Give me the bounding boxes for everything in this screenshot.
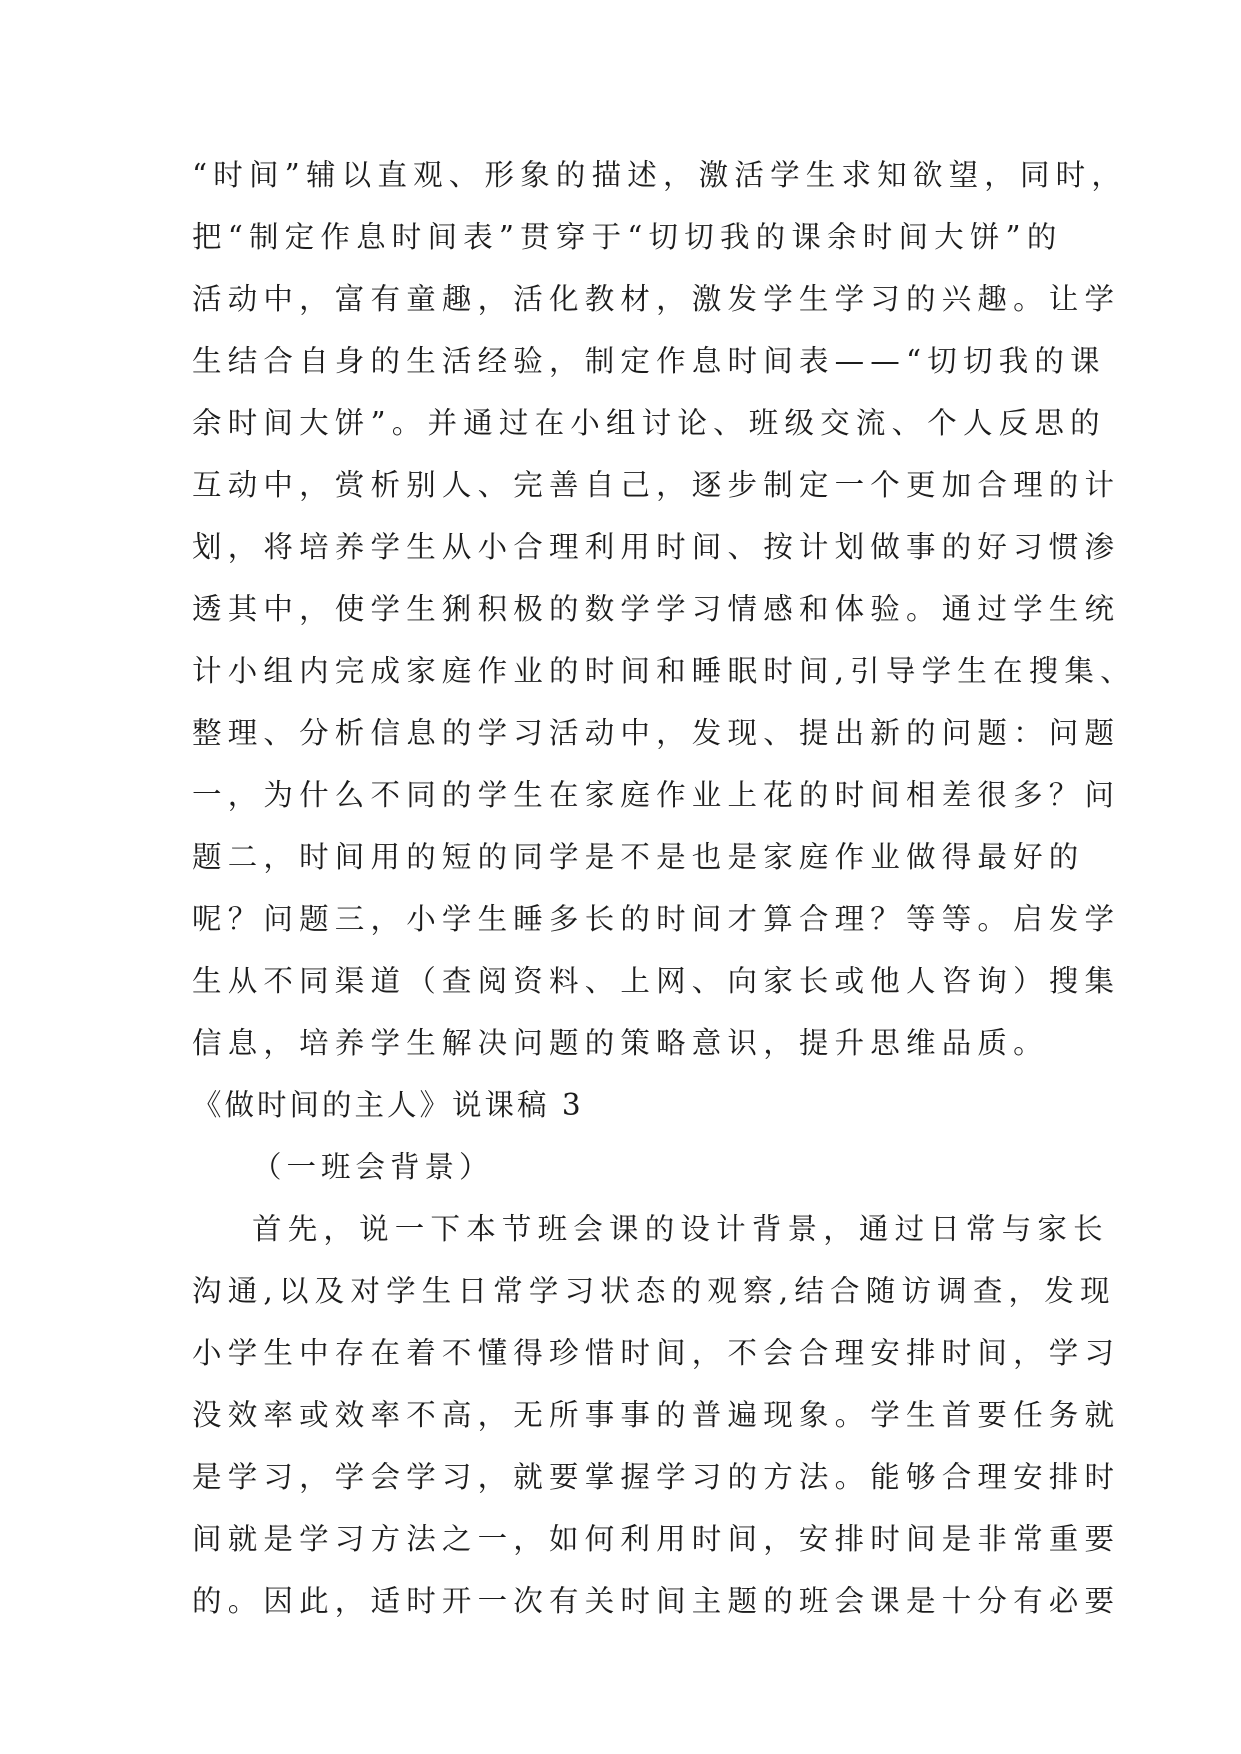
paragraph-line-2: 把“制定作息时间表”贯穿于“切切我的课余时间大饼”的 [192,220,1063,254]
paragraph-line-8: 透其中，使学生猁积极的数学学习情感和体验。通过学生统 [192,592,1121,626]
paragraph-line-5: 余时间大饼”。并通过在小组讨论、班级交流、个人反思的 [192,406,1106,440]
section-heading: 《做时间的主人》说课稿 3 [192,1088,584,1122]
paragraph-line-3: 活动中，富有童趣，活化教材，激发学生学习的兴趣。让学 [192,282,1121,316]
paragraph-line-7: 划，将培养学生从小合理利用时间、按计划做事的好习惯渗 [192,530,1121,564]
paragraph-line-22: 的。因此，适时开一次有关时间主题的班会课是十分有必要 [192,1584,1121,1618]
paragraph-line-17: 沟通,以及对学生日常学习状态的观察,结合随访调查，发现 [192,1274,1116,1308]
paragraph-line-18: 小学生中存在着不懂得珍惜时间，不会合理安排时间，学习 [192,1336,1121,1370]
paragraph-line-1: “时间”辅以直观、形象的描述，激活学生求知欲望，同时， [192,158,1128,192]
paragraph-line-6: 互动中，赏析别人、完善自己，逐步制定一个更加合理的计 [192,468,1121,502]
paragraph-line-10: 整理、分析信息的学习活动中，发现、提出新的问题：问题 [192,716,1121,750]
paragraph-line-9: 计小组内完成家庭作业的时间和睡眠时间,引导学生在搜集、 [192,654,1136,688]
paragraph-line-14: 生从不同渠道（查阅资料、上网、向家长或他人咨询）搜集 [192,964,1121,998]
paragraph-line-20: 是学习，学会学习，就要掌握学习的方法。能够合理安排时 [192,1460,1121,1494]
paragraph-line-13: 呢？问题三，小学生睡多长的时间才算合理？等等。启发学 [192,902,1121,936]
paragraph-line-11: 一，为什么不同的学生在家庭作业上花的时间相差很多？问 [192,778,1121,812]
paragraph-line-12: 题二，时间用的短的同学是不是也是家庭作业做得最好的 [192,840,1085,874]
paragraph-line-15: 信息，培养学生解决问题的策略意识，提升思维品质。 [192,1026,1049,1060]
paragraph-line-21: 间就是学习方法之一，如何利用时间，安排时间是非常重要 [192,1522,1121,1556]
paragraph-line-4: 生结合自身的生活经验，制定作息时间表——“切切我的课 [192,344,1106,378]
paragraph-line-16: 首先，说一下本节班会课的设计背景，通过日常与家长 [252,1212,1109,1246]
paragraph-line-19: 没效率或效率不高，无所事事的普遍现象。学生首要任务就 [192,1398,1121,1432]
subsection-heading: （一班会背景） [252,1150,494,1184]
